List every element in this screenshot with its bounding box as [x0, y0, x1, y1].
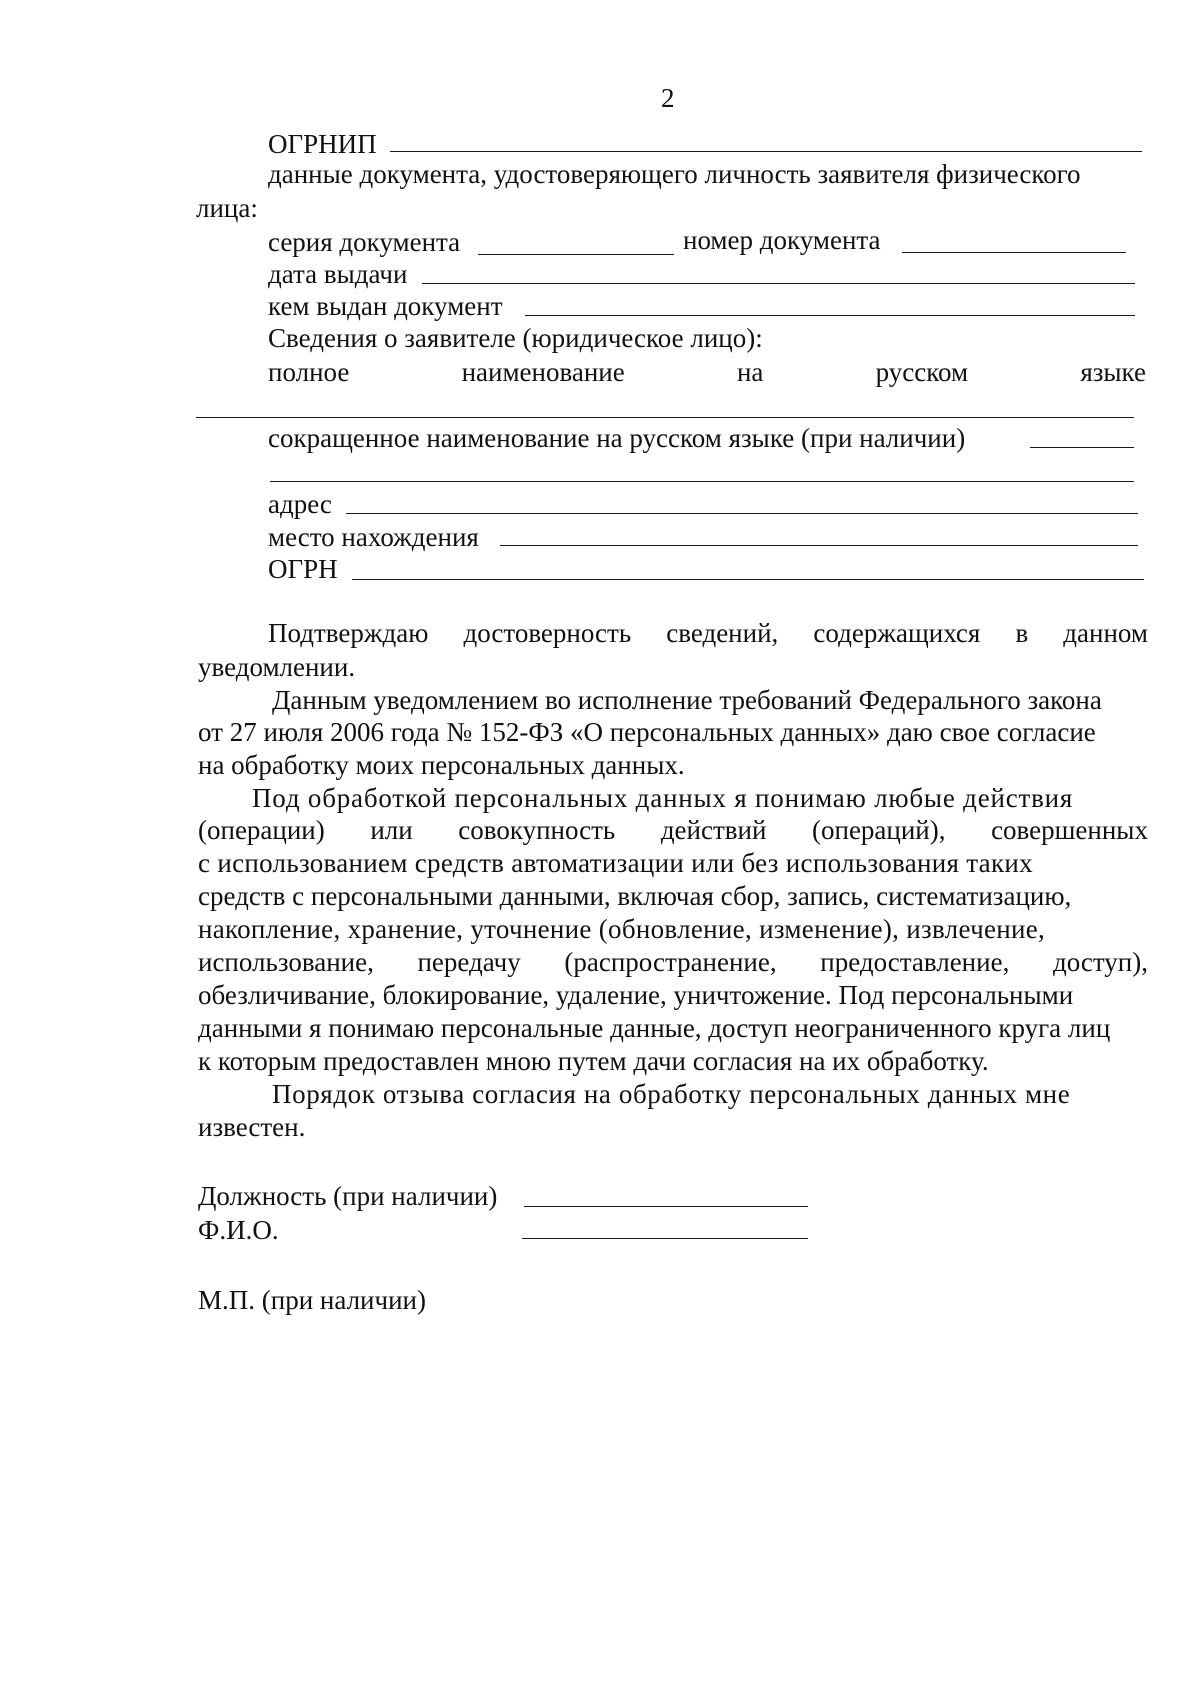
consent-p3-line7: обезличивание, блокирование, удаление, уничтожение. Под персональными [198, 980, 1074, 1010]
p3-word: предоставление, [820, 947, 1010, 977]
position-label: Должность (при наличии) [198, 1181, 498, 1211]
consent-p3-line2 [198, 814, 1148, 846]
ogrn-label: ОГРН [268, 554, 338, 584]
full-name-word: языке [1080, 357, 1146, 387]
full-name-word: полное [268, 357, 350, 387]
consent-p3-line3: с использованием средств автоматизации или без использования таких [198, 848, 1033, 878]
p3-word: совокупность [458, 815, 616, 845]
consent-p2-line2: от 27 июля 2006 года № 152-ФЗ «О персональных данных» даю свое согласие [198, 717, 1096, 747]
full-name-word: русском [875, 357, 969, 387]
consent-p4-line2: известен. [198, 1112, 306, 1142]
location-label: место нахождения [268, 522, 479, 552]
position-field[interactable] [524, 1206, 808, 1207]
ogrnip-field[interactable] [390, 151, 1142, 152]
full-name-word: наименование [461, 357, 625, 387]
p1-word: содержащихся [813, 618, 981, 648]
id-doc-text-line1: данные документа, удостоверяющего личность заявителя физического [268, 159, 1081, 189]
p3-line1-text: Под обработкой персональных данных я понимаю любые действия [252, 783, 1074, 813]
p1-word: достоверность [463, 618, 632, 648]
address-field[interactable] [346, 513, 1138, 514]
consent-p2-line1: Данным уведомлением во исполнение требований Федерального закона [272, 685, 1102, 715]
consent-p3-line5: накопление, хранение, уточнение (обновление, изменение), извлечение, [198, 914, 1046, 944]
page-number: 2 [661, 83, 675, 113]
p3-word: передачу [417, 947, 521, 977]
consent-p3-line9: к которым предоставлен мною путем дачи согласия на их обработку. [198, 1046, 989, 1076]
address-label: адрес [268, 489, 332, 519]
p1-word: в [1015, 618, 1029, 648]
doc-number-label: номер документа [683, 225, 881, 255]
id-doc-text-line2: лица: [196, 193, 258, 223]
consent-p1-line1 [268, 617, 1148, 649]
p3-word: доступ), [1052, 947, 1148, 977]
issued-by-label: кем выдан документ [268, 291, 503, 321]
full-name-field[interactable] [196, 417, 1134, 418]
doc-series-field[interactable] [478, 254, 674, 255]
seal-label: М.П. (при наличии) [198, 1285, 426, 1315]
p3-word: действий [660, 815, 767, 845]
issued-by-field[interactable] [525, 315, 1135, 316]
p3-word: (операции) [198, 815, 325, 845]
location-field[interactable] [500, 545, 1138, 546]
p3-word: совершенных [991, 815, 1148, 845]
full-name-label [268, 356, 1146, 388]
consent-p3-line1 [252, 782, 1148, 814]
consent-p2-line3: на обработку моих персональных данных. [198, 750, 685, 780]
consent-p3-line4: средств с персональными данными, включая сбор, запись, систематизацию, [198, 881, 1072, 911]
fio-field[interactable] [522, 1238, 808, 1239]
p3-word: (распространение, [564, 947, 777, 977]
short-name-label: сокращенное наименование на русском языке (при наличии) [268, 423, 966, 453]
issue-date-label: дата выдачи [268, 259, 408, 289]
short-name-field[interactable] [1030, 447, 1134, 448]
p1-word: Подтверждаю [268, 618, 429, 648]
consent-p1-line2: уведомлении. [198, 652, 356, 682]
consent-p4-line1: Порядок отзыва согласия на обработку персональных данных мне [272, 1079, 1071, 1109]
p1-word: данном [1063, 618, 1148, 648]
ogrnip-label: ОГРНИП [268, 129, 377, 159]
p1-word: сведений, [666, 618, 779, 648]
issue-date-field[interactable] [422, 283, 1135, 284]
legal-entity-heading: Сведения о заявителе (юридическое лицо): [268, 323, 763, 353]
fio-label: Ф.И.О. [198, 1215, 279, 1245]
doc-series-label: серия документа [268, 227, 461, 257]
p3-word: или [370, 815, 413, 845]
p3-word: (операций), [812, 815, 946, 845]
ogrn-field[interactable] [352, 579, 1144, 580]
full-name-word: на [736, 357, 764, 387]
short-name-field-line2[interactable] [270, 481, 1134, 482]
consent-p3-line8: данными я понимаю персональные данные, доступ неограниченного круга лиц [198, 1013, 1111, 1043]
consent-p3-line6 [198, 946, 1148, 978]
doc-number-field[interactable] [902, 252, 1126, 253]
p3-word: использование, [198, 947, 374, 977]
